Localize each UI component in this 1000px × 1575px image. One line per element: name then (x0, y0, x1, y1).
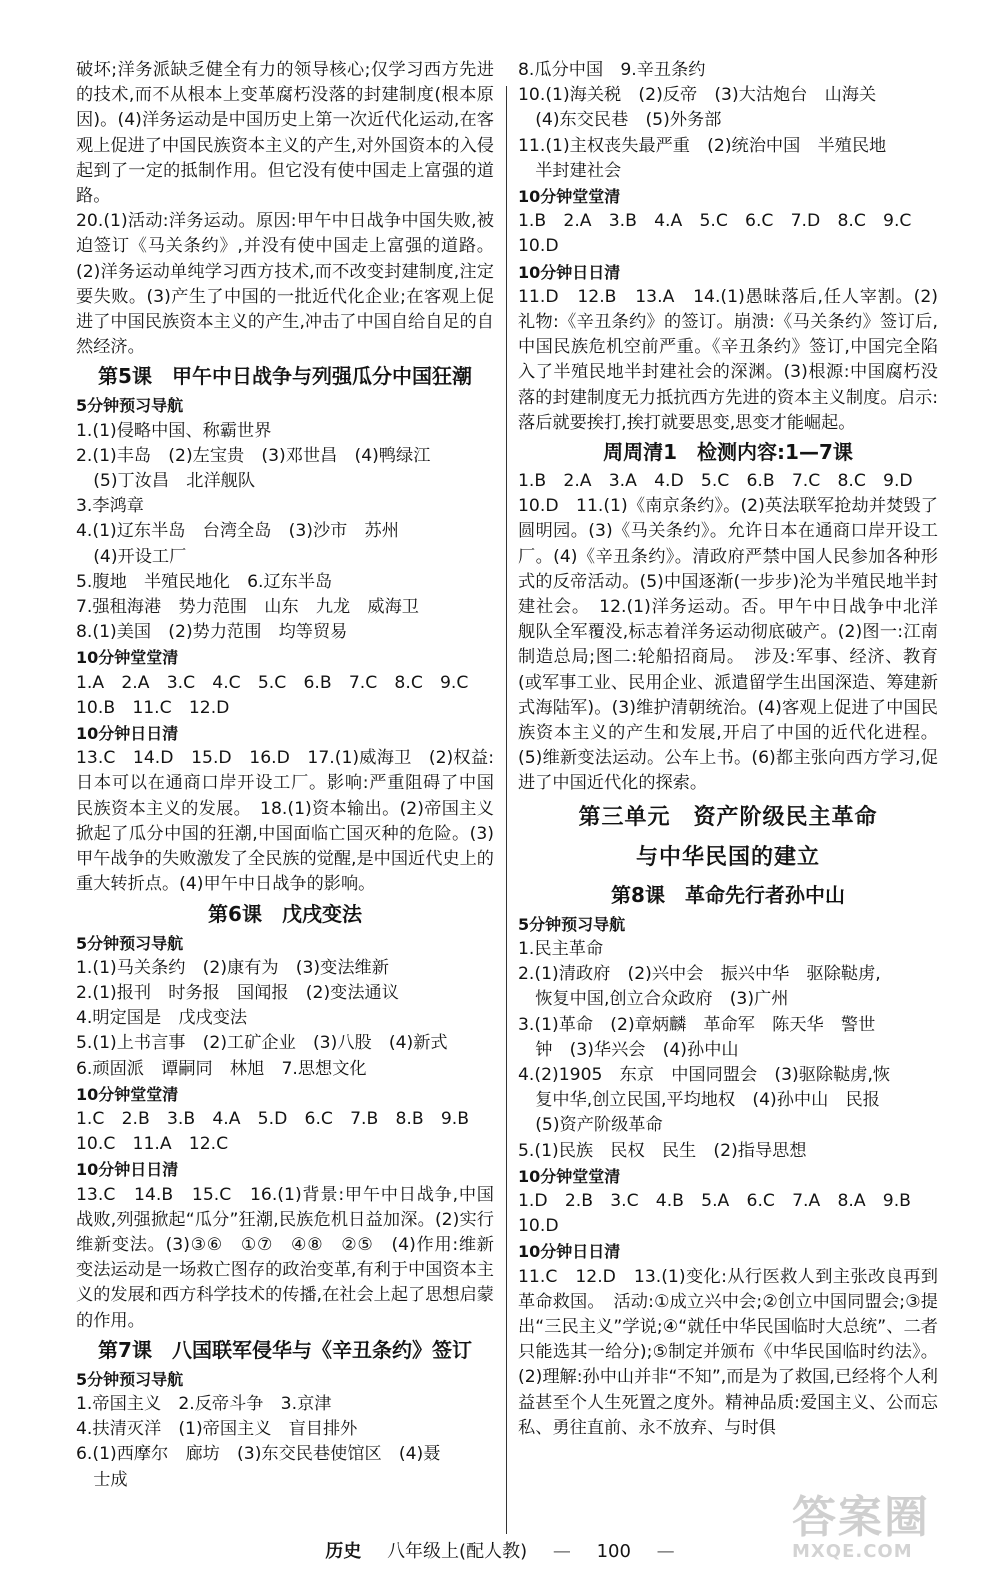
answer-text: 恢复中国,创立合众政府 (3)广州 (518, 989, 789, 1010)
answer-text: (5)丁汝昌 北洋舰队 (76, 471, 256, 492)
answer-text: 1.(1)马关条约 (2)康有为 (3)变法维新 (76, 957, 389, 978)
answer-text: 10.B 11.C 12.D (76, 697, 230, 718)
answer-text: 2.(1)丰岛 (2)左宝贵 (3)邓世昌 (4)鸭绿江 (76, 445, 431, 466)
answer-text: 2.(1)报刊 时务报 国闻报 (2)变法通议 (76, 982, 399, 1003)
answer-text: 3.(1)革命 (2)章炳麟 革命军 陈天华 警世 (518, 1014, 876, 1035)
answer-text: 10.(1)海关税 (2)反帝 (3)大沽炮台 山海关 (518, 85, 877, 106)
section-subheading: 10分钟日日清 (76, 1160, 179, 1180)
section-subheading: 10分钟日日清 (518, 262, 621, 282)
answer-text: 13.C 14.D 15.D 16.D 17.(1)威海卫 (2)权益:日本可以在通商口岸开设工厂。影响:严重阻碍了中国民族资本主义的发展。 18.(1)资本输出。(2)帝国主义掀起了瓜分中国的狂潮,中国面临亡国灭种的危险。(3)甲午战争的失败激发了全民族的觉醒,是中国近代史上的重大转折点。(4)甲午中日战争的影响。 (76, 748, 494, 895)
lesson-heading: 第5课 甲午中日战争与列强瓜分中国狂潮 (98, 364, 472, 389)
section-subheading: 10分钟日日清 (76, 724, 179, 744)
section-subheading: 10分钟堂堂清 (518, 1166, 621, 1186)
watermark-logo-text: 答案圈 (792, 1492, 930, 1543)
section-subheading: 5分钟预习导航 (76, 933, 184, 953)
answer-text: 半封建社会 (518, 160, 622, 181)
answer-text: 破坏;洋务派缺乏健全有力的领导核心;仅学习西方先进的技术,而不从根本上变革腐朽没落的封建制度(根本原因)。(4)洋务运动是中国历史上第一次近代化运动,在客观上促进了中国民族资本主义的产生,对外国资本的入侵起到了一定的抵制作用。但它没有使中国走上富强的道路。 (76, 60, 494, 207)
footer-subject: 历史 (325, 1541, 362, 1562)
answer-text: 1.(1)侵略中国、称霸世界 (76, 420, 272, 441)
answer-text: 11.D 12.B 13.A 14.(1)愚昧落后,任人宰割。(2)礼物:《辛丑条约》的签订。崩溃:《马关条约》签订后,中国民族危机空前严重。《辛丑条约》签订,中国完全陷入了半殖民地半封建社会的深渊。(3)根源:中国腐朽没落的封建制度无力抵抗西方先进的资本主义制度。启示:落后就要挨打,挨打就要思变,思变才能崛起。 (518, 286, 938, 433)
answer-text: 2.(1)清政府 (2)兴中会 振兴中华 驱除鞑虏, (518, 964, 881, 985)
answer-text: 8.(1)美国 (2)势力范围 均等贸易 (76, 622, 348, 643)
unit-heading: 与中华民国的建立 (635, 844, 820, 870)
section-subheading: 10分钟堂堂清 (76, 1084, 179, 1104)
answer-text: 7.强租海港 势力范围 山东 九龙 威海卫 (76, 597, 419, 618)
answer-text: (4)东交民巷 (5)外务部 (518, 110, 722, 131)
section-subheading: 5分钟预习导航 (518, 914, 626, 934)
answer-text: 4.(2)1905 东京 中国同盟会 (3)驱除鞑虏,恢 (518, 1064, 891, 1085)
answer-text: 复中华,创立民国,平均地权 (4)孙中山 民报 (518, 1090, 880, 1111)
answer-text: 13.C 14.B 15.C 16.(1)背景:甲午中日战争,中国战败,列强掀起“瓜分”狂潮,民族危机日益加深。(2)实行维新变法。(3)③⑥ ①⑦ ④⑧ ②⑤ (4)作用:维新变法运动是一场救亡图存的政治变革,有利于中国资本主义的发展和西方科学技术的传播,在社会上起了思想启蒙的作用。 (76, 1184, 494, 1331)
answer-text: 1.C 2.B 3.B 4.A 5.D 6.C 7.B 8.B 9.B (76, 1108, 470, 1129)
answer-text: 5.腹地 半殖民地化 6.辽东半岛 (76, 571, 333, 592)
answer-text: 1.D 2.B 3.C 4.B 5.A 6.C 7.A 8.A 9.B (518, 1190, 911, 1211)
section-subheading: 10分钟日日清 (518, 1242, 621, 1262)
section-subheading: 10分钟堂堂清 (76, 648, 179, 668)
answer-text: 10.D (518, 236, 559, 257)
answer-text: 钟 (3)华兴会 (4)孙中山 (518, 1039, 739, 1060)
answer-text: 5.(1)民族 民权 民生 (2)指导思想 (518, 1140, 807, 1161)
watermark-url: MXQE.COM (792, 1541, 913, 1562)
answer-text: 士成 (76, 1469, 128, 1490)
answer-text: 1.B 2.A 3.A 4.D 5.C 6.B 7.C 8.C 9.D (518, 471, 913, 492)
watermark-logo (792, 1481, 982, 1569)
lesson-heading: 第7课 八国联军侵华与《辛丑条约》签订 (98, 1337, 472, 1362)
answer-text: 1.A 2.A 3.C 4.C 5.C 6.B 7.C 8.C 9.C (76, 672, 469, 693)
answer-text: 6.顽固派 谭嗣同 林旭 7.思想文化 (76, 1058, 367, 1079)
answer-text: 11.(1)主权丧失最严重 (2)统治中国 半殖民地 (518, 135, 887, 156)
answer-text: 4.扶清灭洋 (1)帝国主义 盲目排外 (76, 1419, 358, 1440)
footer-grade: 八年级上(配人教) (387, 1541, 528, 1562)
section-subheading: 5分钟预习导航 (76, 1369, 184, 1389)
footer-dash-left: — (552, 1541, 571, 1562)
right-column (518, 58, 938, 1441)
answer-text: (5)资产阶级革命 (518, 1115, 663, 1136)
answer-text: 1.B 2.A 3.B 4.A 5.C 6.C 7.D 8.C 9.C (518, 211, 912, 232)
answer-text: 1.帝国主义 2.反帝斗争 3.京津 (76, 1393, 332, 1414)
lesson-heading: 第6课 戊戌变法 (208, 901, 362, 926)
section-subheading: 10分钟堂堂清 (518, 187, 621, 207)
answer-text: (4)开设工厂 (76, 546, 187, 567)
answer-text: 20.(1)活动:洋务运动。原因:甲午中日战争中国失败,被迫签订《马关条约》,并没有使中国走上富强的道路。(2)洋务运动单纯学习西方技术,而不改变封建制度,注定要失败。(3)产生了中国的一批近代化企业;在客观上促进了中国民族资本主义的产生,冲击了中国自给自足的自然经济。 (76, 211, 494, 358)
answer-text: 8.瓜分中国 9.辛丑条约 (518, 60, 706, 80)
footer-dash-right: — (656, 1541, 675, 1562)
page-number: 100 (596, 1541, 631, 1562)
answer-text: 4.明定国是 戊戌变法 (76, 1008, 248, 1029)
section-subheading: 5分钟预习导航 (76, 396, 184, 416)
unit-heading: 第三单元 资产阶级民主革命 (578, 804, 878, 830)
lesson-heading: 第8课 革命先行者孙中山 (611, 882, 845, 907)
answer-text: 10.C 11.A 12.C (76, 1134, 229, 1155)
answer-text: 10.D 11.(1)《南京条约》。(2)英法联军抢劫并焚毁了圆明园。(3)《马关条约》。允许日本在通商口岸开设工厂。(4)《辛丑条约》。清政府严禁中国人民参加各种形式的反帝活动。(5)中国逐渐(一步步)沦为半殖民地半封建社会。 12.(1)洋务运动。否。甲午中日战争中北洋舰队全军覆没,标志着洋务运动彻底破产。(2)图一:江南制造总局;图二:轮船招商局。 涉及:军事、经济、教育(或军事工业、民用企业、派遣留学生出国深造、筹建新式海陆军)。(3)维护清朝统治。(4)客观上促进了中国民族资本主义的产生和发展,开启了中国的近代化进程。(5)维新变法运动。公车上书。(6)都主张向西方学习,促进了中国近代化的探索。 (518, 496, 938, 794)
answer-text: 10.D (518, 1216, 559, 1237)
column-divider (506, 86, 507, 1534)
answer-text: 1.民主革命 (518, 938, 604, 959)
answer-text: 4.(1)辽东半岛 台湾全岛 (3)沙市 苏州 (76, 521, 399, 542)
lesson-heading: 周周清1 检测内容:1—7课 (603, 440, 853, 465)
left-column (76, 58, 494, 1493)
answer-text: 6.(1)西摩尔 廊坊 (3)东交民巷使馆区 (4)聂 (76, 1444, 441, 1465)
answer-text: 11.C 12.D 13.(1)变化:从行医救人到主张改良再到革命救国。 活动:①成立兴中会;②创立中国同盟会;③提出“三民主义”学说;④“就任中华民国临时大总统”、二者只能选其一给分);⑤制定并颁布《中华民国临时约法》。(2)理解:孙中山并非“不知”,而是为了救国,已经将个人利益甚至个人生死置之度外。精神品质:爱国主义、公而忘私、勇往直前、永不放弃、与时俱 (518, 1266, 938, 1438)
answer-text: 3.李鸿章 (76, 496, 144, 517)
answer-text: 5.(1)上书言事 (2)工矿企业 (3)八股 (4)新式 (76, 1033, 448, 1054)
